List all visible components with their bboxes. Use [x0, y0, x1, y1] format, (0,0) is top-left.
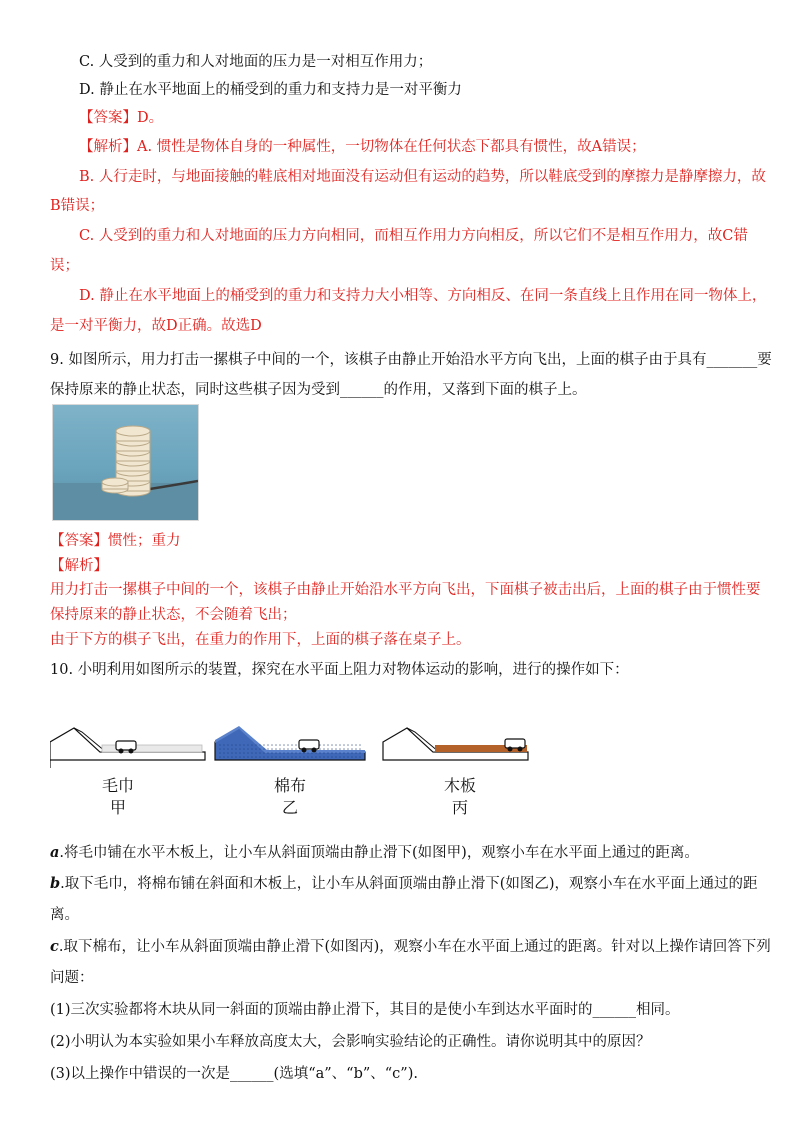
- step-b-letter: b: [50, 875, 61, 892]
- q8-analysis-d-2: 是一对平衡力，故D正确。故选D: [50, 318, 262, 334]
- step-c-text: .取下棉布，让小车从斜面顶端由静止滑下(如图丙)，观察小车在水平面上通过的距离。针对以上操作请回答下列: [58, 939, 771, 955]
- q10-step-c-2: 问题：: [50, 970, 94, 986]
- ramp-wood: [383, 728, 528, 760]
- q9-analysis-1: 用力打击一摞棋子中间的一个，该棋子由静止开始沿水平方向飞出，下面棋子被击出后，上面的棋子由于惯性要: [50, 582, 761, 598]
- checker-stack-photo: [52, 404, 199, 521]
- step-b-text: .取下毛巾，将棉布铺在斜面和木板上，让小车从斜面顶端由静止滑下(如图乙)，观察小车在水平面上通过的距: [60, 876, 758, 892]
- q10-step-c-1: [50, 937, 771, 957]
- q8-answer: 【答案】D。: [79, 110, 164, 126]
- ramp-towel: [50, 728, 205, 768]
- q10-step-b-2: 离。: [50, 907, 79, 923]
- q9-analysis-3: 由于下方的棋子飞出，在重力的作用下，上面的棋子落在桌子上。: [50, 632, 471, 648]
- q10-sub-3: (3)以上操作中错误的一次是______(选填“a”、“b”、“c”).: [50, 1066, 418, 1082]
- q10-stem: 10. 小明利用如图所示的装置，探究在水平面上阻力对物体运动的影响，进行的操作如下：: [50, 662, 629, 678]
- diagram-tag-bing: 丙: [451, 798, 468, 817]
- q8-analysis-b-1: B. 人行走时，与地面接触的鞋底相对地面没有运动但有运动的趋势，所以鞋底受到的摩擦力是静摩擦力，故: [79, 169, 766, 185]
- diagram-tag-jia: 甲: [109, 798, 126, 817]
- q9-answer: 【答案】惯性；重力: [50, 533, 181, 549]
- q8-option-d: D. 静止在水平地面上的桶受到的重力和支持力是一对平衡力: [79, 82, 462, 98]
- diagram-label-towel: 毛巾: [101, 776, 134, 795]
- q9-stem-2: 保持原来的静止状态，同时这些棋子因为受到______的作用，又落到下面的棋子上。: [50, 382, 587, 398]
- step-c-letter: c: [50, 938, 59, 955]
- ramp-cotton: [215, 726, 365, 760]
- q8-analysis-c-2: 误；: [50, 258, 79, 274]
- checker-stack-illustration: [53, 405, 198, 520]
- q8-analysis-b-2: B错误；: [50, 198, 105, 214]
- q10-step-b-1: [50, 874, 758, 894]
- q10-sub-1: (1)三次实验都将木块从同一斜面的顶端由静止滑下，其目的是使小车到达水平面时的______相同。: [50, 1002, 680, 1018]
- step-a-letter: a: [50, 844, 60, 861]
- q9-analysis-label: 【解析】: [50, 558, 108, 574]
- q9-stem-1: 9. 如图所示，用力打击一摞棋子中间的一个，该棋子由静止开始沿水平方向飞出，上面的棋子由于具有_______要: [50, 352, 772, 368]
- q9-analysis-2: 保持原来的静止状态，不会随着飞出；: [50, 607, 297, 623]
- q8-option-c: C. 人受到的重力和人对地面的压力是一对相互作用力；: [79, 54, 433, 70]
- q8-analysis-d-1: D. 静止在水平地面上的桶受到的重力和支持力大小相等、方向相反、在同一条直线上且作用在同一物体上，: [79, 288, 767, 304]
- diagram-label-wood: 木板: [443, 776, 476, 795]
- ramp-apparatus-diagram: [50, 720, 540, 768]
- diagram-label-cotton: 棉布: [273, 776, 306, 795]
- step-a-text: .将毛巾铺在水平木板上，让小车从斜面顶端由静止滑下(如图甲)，观察小车在水平面上通过的距离。: [59, 845, 699, 861]
- q10-sub-2: (2)小明认为本实验如果小车释放高度太大，会影响实验结论的正确性。请你说明其中的原因？: [50, 1034, 651, 1050]
- diagram-tag-yi: 乙: [281, 798, 298, 817]
- q10-step-a: [50, 843, 699, 863]
- q8-analysis-c-1: C. 人受到的重力和人对地面的压力方向相同，而相互作用力方向相反，所以它们不是相互作用力，故C错: [79, 228, 748, 244]
- q8-analysis-a: 【解析】A. 惯性是物体自身的一种属性，一切物体在任何状态下都具有惯性，故A错误；: [79, 139, 646, 155]
